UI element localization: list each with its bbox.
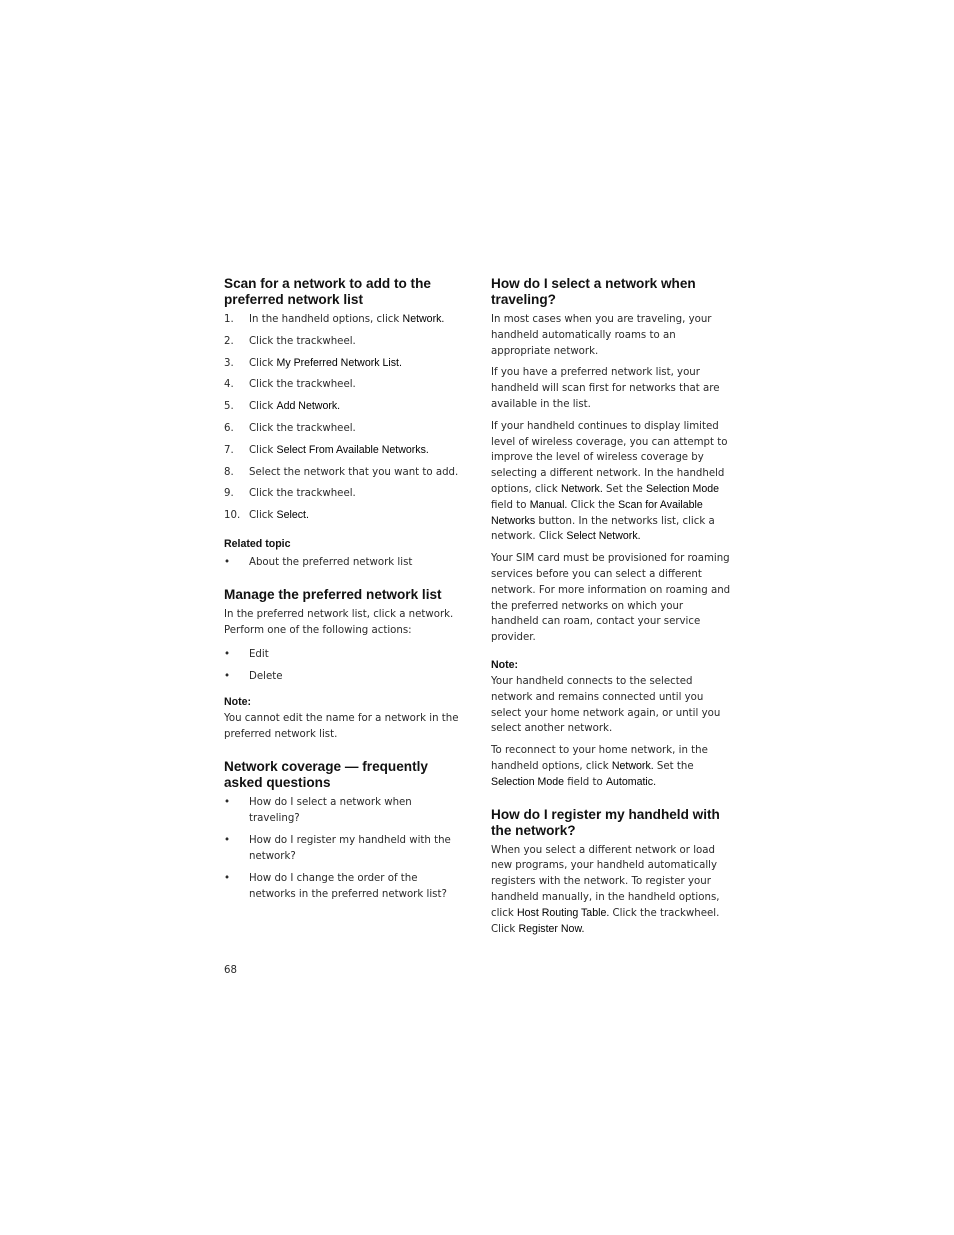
list-item: 2. Click the trackwheel. [224,335,356,347]
faq-heading: Network coverage — frequently asked questions [224,759,428,791]
list-item: 9. Click the trackwheel. [224,488,356,500]
note-label: Note: [224,696,252,709]
scan-steps-list [224,312,464,530]
list-item: 7. Click Select From Available Networks. [224,443,429,456]
note-label: Note: [491,658,519,671]
manage-heading: Manage the preferred network list [224,587,442,603]
ui-term: Selection Mode [491,775,565,788]
ui-term: Register Now. [518,922,585,935]
list-item: 4. Click the trackwheel. [224,379,356,391]
paragraph: If your handheld continues to display limited level of wireless coverage, you can attempt to improve the level of wireless coverage by selecting a different network. In the handheld options, click Network. Set the Selection Mode field to Manual. Click the Scan for Available Networks button. In the networks list, click a network. Click Select Network. [491,420,728,543]
ui-term: Scan for Available Networks [491,498,703,527]
ui-term: Automatic. [605,775,657,788]
faq-link[interactable]: • How do I select a network when traveling? [224,797,412,824]
list-item: 1. In the handheld options, click Network. [224,313,445,325]
right-column [491,276,731,943]
manage-actions-list [224,647,464,685]
paragraph: Your SIM card must be provisioned for roaming services before you can select a different network. For more information on roaming and the preferred networks on which your handheld can roam, contact your service provider. [491,553,731,644]
faq-link[interactable]: • How do I change the order of the networks in the preferred network list? [224,873,447,901]
note-text: Your handheld connects to the selected network and remains connected until you select your home network again, or until you select another network. [491,675,721,735]
ui-term: Manual. [529,498,568,511]
ui-term: Select Network. [566,530,641,543]
faq-list [224,795,464,903]
related-topic-label: Related topic [224,537,291,550]
ui-term: Network. [611,759,654,772]
list-item: 8. Select the network that you want to add. [224,466,459,478]
note-text: You cannot edit the name for a network in the preferred network list. [224,713,459,741]
list-item: 6. Click the trackwheel. [224,422,356,434]
related-topic-list [224,555,464,571]
paragraph: If you have a preferred network list, your handheld will scan first for networks that are available in the list. [491,367,720,410]
ui-term: Host Routing Table. [517,906,610,919]
faq-link[interactable]: • How do I register my handheld with the network? [224,835,451,862]
scan-heading: Scan for a network to add to the preferred network list [224,276,431,307]
ui-term: Network. [561,482,603,495]
paragraph: To reconnect to your home network, in the handheld options, click Network. Set the Selection Mode field to Automatic. [491,745,708,788]
left-column [224,276,464,909]
traveling-heading: How do I select a network when traveling? [491,276,696,307]
paragraph: In most cases when you are traveling, your handheld automatically roams to an appropriate network. [491,314,712,357]
list-item: • Delete [224,671,283,683]
ui-term: Selection Mode [645,482,719,495]
list-item: 10. Click Select. [224,509,309,522]
related-topic-link[interactable]: • About the preferred network list [224,556,413,568]
list-item: 3. Click My Preferred Network List. [224,356,402,369]
page-number: 68 [224,965,237,976]
list-item: • Edit [224,648,269,660]
paragraph: When you select a different network or load new programs, your handheld automatically registers with the network. To register your handheld manually, in the handheld options, click Host Routing Table. Click the trackwheel. Click Register Now. [491,844,720,935]
manage-intro: In the preferred network list, click a network. Perform one of the following actions: [224,609,454,637]
list-item: 5. Click Add Network. [224,400,341,413]
register-heading: How do I register my handheld with the network? [491,806,720,838]
